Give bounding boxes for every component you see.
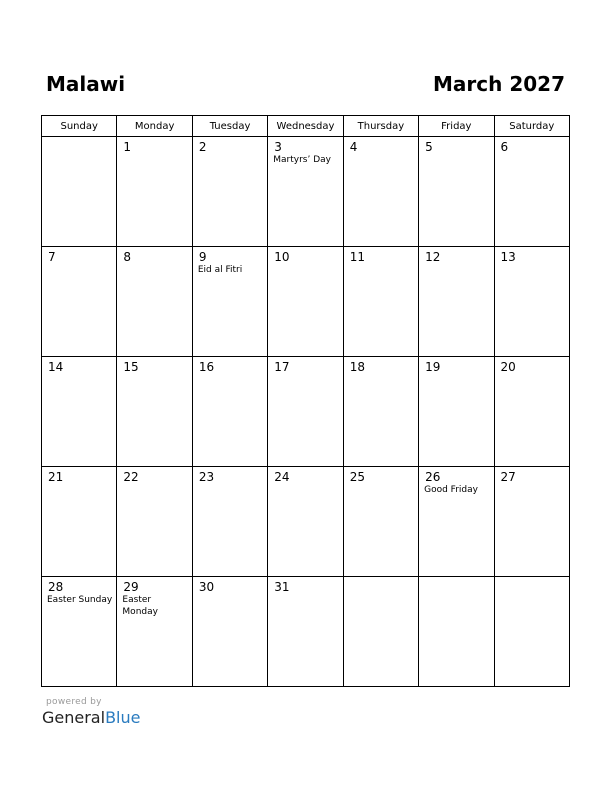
day-number: 17 xyxy=(274,360,290,374)
calendar-day-cell xyxy=(268,577,343,687)
day-number: 13 xyxy=(500,250,516,264)
day-number: 31 xyxy=(274,580,290,594)
calendar-day-cell xyxy=(192,247,267,357)
calendar-day-cell xyxy=(494,137,569,247)
calendar-week-row xyxy=(42,357,570,467)
powered-by-label: powered by xyxy=(46,697,102,707)
calendar-day-cell xyxy=(419,467,494,577)
brand-blue-text: Blue xyxy=(105,708,141,727)
calendar-day-cell xyxy=(343,247,418,357)
generalblue-logo[interactable] xyxy=(42,708,140,728)
day-number: 20 xyxy=(500,360,516,374)
day-number: 22 xyxy=(123,470,139,484)
calendar-day-cell xyxy=(268,467,343,577)
calendar-day-cell xyxy=(494,357,569,467)
country-title: Malawi xyxy=(46,72,126,96)
day-number: 29 xyxy=(123,580,139,594)
day-number: 12 xyxy=(425,250,441,264)
calendar-day-cell xyxy=(268,247,343,357)
holiday-label: Easter Sunday xyxy=(47,595,113,605)
calendar-week-row xyxy=(42,137,570,247)
day-number: 30 xyxy=(198,580,215,594)
day-number: 19 xyxy=(425,360,441,374)
calendar-day-cell xyxy=(192,137,267,247)
day-number: 8 xyxy=(123,250,132,264)
calendar-day-cell xyxy=(268,137,343,247)
calendar-day-cell xyxy=(343,577,418,687)
calendar-week-row xyxy=(42,577,570,687)
day-number: 3 xyxy=(274,140,282,154)
calendar-day-cell xyxy=(419,577,494,687)
weekday-monday: Monday xyxy=(117,116,192,137)
calendar-day-cell xyxy=(117,577,192,687)
calendar-day-cell xyxy=(192,577,267,687)
calendar-grid xyxy=(41,115,570,687)
day-number: 7 xyxy=(48,250,56,264)
calendar-day-cell xyxy=(117,137,192,247)
day-number: 5 xyxy=(425,140,433,154)
holiday-label: Easter Monday xyxy=(122,595,158,617)
calendar-day-cell xyxy=(42,357,117,467)
calendar-day-cell xyxy=(117,357,192,467)
day-number: 9 xyxy=(198,250,207,264)
calendar-day-cell xyxy=(268,357,343,467)
calendar-body xyxy=(42,137,570,687)
day-number: 1 xyxy=(123,140,132,154)
calendar-day-cell xyxy=(494,467,569,577)
calendar-day-cell xyxy=(343,137,418,247)
weekday-thursday: Thursday xyxy=(343,116,418,137)
holiday-label: Eid al Fitri xyxy=(197,265,243,275)
holiday-label: Martyrs’ Day xyxy=(273,155,331,165)
calendar-day-cell xyxy=(42,577,117,687)
calendar-day-cell xyxy=(343,357,418,467)
day-number: 18 xyxy=(349,360,365,374)
calendar-day-cell xyxy=(117,467,192,577)
calendar-day-cell xyxy=(494,577,569,687)
day-number: 28 xyxy=(48,580,64,594)
calendar-day-cell xyxy=(419,357,494,467)
day-number: 25 xyxy=(349,470,365,484)
day-number: 14 xyxy=(48,360,64,374)
day-number: 11 xyxy=(349,250,365,264)
calendar-week-row xyxy=(42,247,570,357)
calendar-day-cell xyxy=(42,247,117,357)
day-number xyxy=(495,577,569,580)
calendar-day-cell xyxy=(117,247,192,357)
day-number: 4 xyxy=(349,140,358,154)
day-number: 6 xyxy=(500,140,509,154)
day-number: 16 xyxy=(198,360,215,374)
calendar-day-cell xyxy=(419,137,494,247)
day-number xyxy=(42,137,116,140)
weekday-sunday: Sunday xyxy=(42,116,117,137)
calendar-day-cell xyxy=(42,467,117,577)
calendar-day-cell xyxy=(494,247,569,357)
month-year-title: March 2027 xyxy=(433,72,565,96)
calendar-day-cell xyxy=(419,247,494,357)
day-number: 26 xyxy=(425,470,441,484)
calendar-day-cell xyxy=(343,467,418,577)
calendar-day-cell xyxy=(192,467,267,577)
day-number xyxy=(419,577,493,580)
calendar-day-cell xyxy=(42,137,117,247)
weekday-friday: Friday xyxy=(419,116,494,137)
weekday-saturday: Saturday xyxy=(494,116,569,137)
day-number: 10 xyxy=(274,250,290,264)
calendar-week-row xyxy=(42,467,570,577)
day-number: 15 xyxy=(123,360,139,374)
day-number: 21 xyxy=(48,470,64,484)
weekday-tuesday: Tuesday xyxy=(192,116,267,137)
day-number: 23 xyxy=(198,470,215,484)
day-number xyxy=(344,577,418,580)
day-number: 24 xyxy=(274,470,290,484)
calendar-day-cell xyxy=(192,357,267,467)
day-number: 27 xyxy=(500,470,516,484)
day-number: 2 xyxy=(198,140,207,154)
holiday-label: Good Friday xyxy=(424,485,478,495)
weekday-header-row xyxy=(42,116,570,137)
weekday-wednesday: Wednesday xyxy=(268,116,343,137)
brand-general-text: General xyxy=(42,708,106,727)
